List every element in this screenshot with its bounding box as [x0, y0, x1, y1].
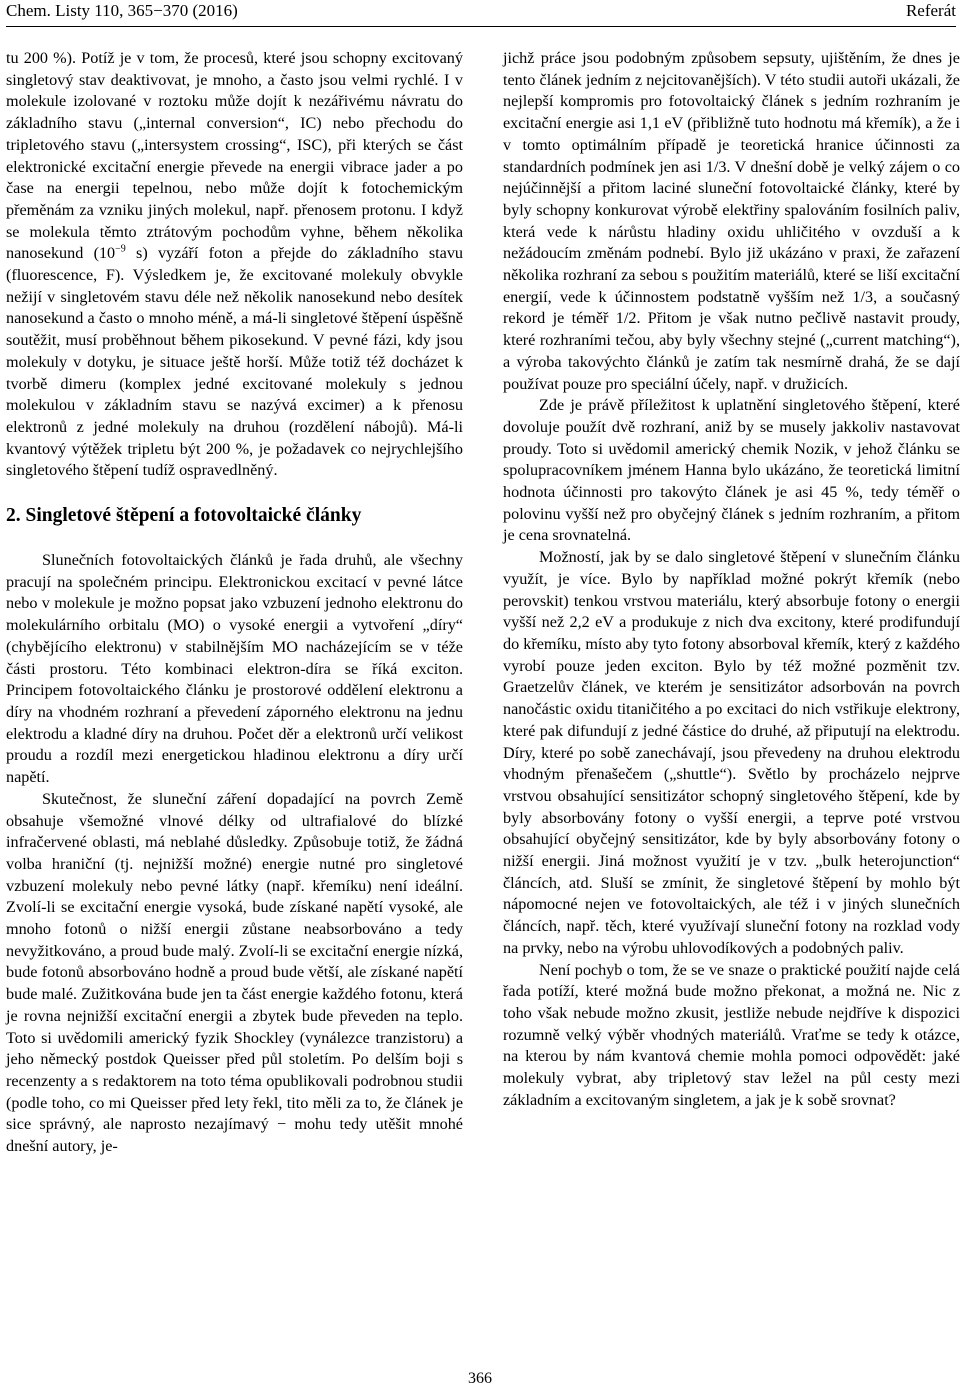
section-heading: 2. Singletové štěpení a fotovoltaické články [6, 505, 362, 527]
paragraph-applications: Možností, jak by se dalo singletové štěpení v slunečním článku využít, je více. Bylo by například možné pokrýt křemík (nebo perovskit) tenkou vrstvou materiálu, který absorbuje fotony o energii vyšší než 2,2 eV a produkuje z nich dva excitony, které prodifundují do křemíku, místo aby tyto fotony absorboval křemík, který z každého vyrobí pouze jeden exciton. Bylo by též možné pozměnit tzv. Graetzelův článek, ve kterém je sensitizátor adsorbován na povrch nanočástic oxidu titaničitého a po excitaci do nich vstřikuje elektrony, které pak difundují z jedné částice do druhé, až připutují na elektrodu. Díry, které po sobě zanechávají, jsou převedeny na druhou elektrodu vhodným přenašečem („shuttle“). Světlo by procházelo nejprve vrstvou obsahující sensitizátor schopný singletového štěpení, kde by byly absorbovány fotony o vyšší energii, a teprve poté vrstvou obsahující obyčejný sensitizátor, kde by byly absorbovány fotony o nižší energii. Jiná možnost využití je v tzv. „bulk heterojunction“ článcích, atd. Sluší se zmínit, že singletové štěpení by mohlo být nápomocné nejen ve fotovoltaických, ale též i v jiných slunečních článcích, např. těch, které využívají sluneční fotony na rozklad vody na prvky, nebo na výrobu uhlovodíkových a podobných paliv. [503, 548, 960, 957]
right-column [503, 48, 960, 1111]
exponent-base: (10 [93, 244, 116, 263]
paragraph-photovoltaic-principle: Slunečních fotovoltaických článků je řada druhů, ale všechny pracují na společném principu. Elektronickou excitací v pevné látce nebo v molekule je možno popsat jako vzbuzení jednoho elektronu do molekulárního orbitalu (MO) o vysoké energii a vytvoření „díry“ (chybějícího elektronu) v stabilnějším MO nacházejícím se v téže části prostoru. Této kombinaci elektron-díra se říká exciton. Principem fotovoltaického článku je prostorové oddělení elektronu a díry na vhodném rozhraní a převedení záporného elektronu na jednu elektrodu a kladné díry na druhou. Počet děr a elektronů určí velikost proudu a rozdíl mezi energetickou hladinou elektronu a díry určí napětí. [6, 551, 463, 787]
paragraph-excited-state-text: tu 200 %). Potíž je v tom, že procesů, které jsou schopny excitovaný singletový stav deaktivovat, je mnoho, a často jsou velmi rychlé. I v molekule izolované v roztoku může dojít k nezářivému návratu do základního stavu („internal conversion“, IC) nebo přechodu do tripletového stavu („intersystem crossing“, ISC), při kterých se část elektronické excitační energie převede na energii vibrace jader a po čase na energii tepelnou, nebo může dojít k fotochemickým přeměnám za vzniku jiných molekul, např. přenosem protonu. I když se molekula těmto ztrátovým pochodům vyhne, během několika nanosekund [6, 49, 463, 263]
paragraph-shockley-queisser: jichž práce jsou podobným způsobem sepsuty, ujištěním, že dnes je tento článek jedním z nejcitovanějších). V této studii autoři ukázali, že nejlepší kompromis pro fotovoltaický článek s jedním rozhraním je excitační energie asi 1,1 eV (přibližně tuto hodnotu má křemík), a že i v tomto optimálním případě je teoretická hranice účinnosti za standardních podmínek jen asi 1/3. V dnešní době je velký zájem o co nejúčinnější a přitom laciné sluneční fotovoltaické články, které by byly schopny konkurovat výrobě elektřiny spalováním fosilních paliv, která vede k nárůstu hladiny oxidu uhličitého v ovzduší a k nežádoucím změnám podnebí. Bylo již ukázáno v praxi, že zařazení několika rozhraní za sebou s použitím materiálů, které se liší excitační energií, vede k účinnostem podstatně vyšším než 1/3, a současný rekord je téměř 1/2. Přitom je však nutno pečlivě nastavit proudy, které rozhraními tečou, aby byly všechny stejné („current matching“), a výroba takovýchto článků je zatím tak nesmírně drahá, že se dají používat pouze pro speciální účely, např. v družicích. [503, 49, 960, 393]
left-column [6, 48, 463, 1158]
paragraph-conclusion: Není pochyb o tom, že se ve snaze o praktické použití najde celá řada potíží, které možná bude možno překonat, a možná ne. Nic z toho však nebude možno zkusit, jestliže nebude nejdříve k dispozici rozumně velký výběr vhodných materiálů. Vraťme se tedy k otázce, na kterou by nám kvantová chemie mohla pomoci odpovědět: jaké molekuly vybrat, aby tripletový stav ležel na půl cesty mezi základním a excitovaným singletem, a jak je k sobě srovnat? [503, 960, 960, 1109]
paragraph-nozik: Zde je právě příležitost k uplatnění singletového štěpení, které dovoluje použít dvě rozhraní, aniž by se musely jakkoliv nastavovat proudy. Toto si uvědomil americký chemik Nozik, v jehož článku se spolupracovníkem jménem Hanna bylo ukázáno, že teoretická limitní hodnota účinnosti pro takovýto článek je asi 45 %, tedy téměř o polovinu vyšší než pro obyčejný článek s jedním rozhraním, a přitom je cena srovnatelná. [503, 396, 960, 545]
section-label: Referát [905, 1, 956, 20]
journal-citation: Chem. Listy 110, 365−370 (2016) [6, 1, 238, 20]
exponent: −9 [115, 243, 126, 255]
paragraph-excited-state-rest: s) vyzáří foton a přejde do základního stavu (fluorescence, F). Výsledkem je, že excitované molekuly obvykle nežijí v singletovém stavu déle než několik nanosekund nebo desítek nanosekund a často o mnoho méně, a má-li singletové štěpení úspěšně soutěžit, musí proběhnout během pikosekund. V pevné fázi, kdy jsou molekuly v dotyku, je situace ještě horší. Může totiž též docházet k tvorbě dimeru (komplex jedné excitované molekuly s jednou molekulou v základním stavu se nazývá excimer) a k přenosu elektronů z jedné molekuly na druhou (rozdělení nábojů). Má-li kvantový výtěžek tripletu být 200 %, je požadavek co nejrychlejšího singletového štěpení tudíž ospravedlněný. [6, 244, 464, 480]
running-header [6, 0, 956, 27]
paragraph-excited-state [6, 48, 463, 482]
paragraph-solar-spectrum: Skutečnost, že sluneční záření dopadající na povrch Země obsahuje všemožné vlnové délky od ultrafialové do blízké infračervené oblasti, má neblahé důsledky. Způsobuje totiž, že žádná volba hraniční (tj. nejnižší možné) energie nutné pro singletové vzbuzení molekuly nebo pevné látky (např. křemíku) není ideální. Zvolí-li se excitační energie vysoká, bude získané napětí vysoké, ale mnoho fotonů o nižší energii zůstane neabsorbováno a tedy nevyžitkováno, a proud bude malý. Zvolí-li se excitační energie nízká, bude fotonů absorbováno hodně a proud bude větší, ale získané napětí bude malé. Zužitkována bude jen ta část energie každého fotonu, která je rovna nejnižší excitační energii a zbytek bude převeden na teplo. Toto si uvědomili americký fyzik Shockley (vynálezce tranzistoru) a jeho německý postdok Queisser před půl stoletím. Po delším boji s recenzenty a s redaktorem na toto téma opublikovali podrobnou studii (podle toho, co mi Queisser před lety řekl, tito měli za to, že článek je sice správný, ale naprosto nezajímavý − mohu tedy utěšit mnohé dnešní autory, je- [6, 789, 463, 1156]
page-number: 366 [468, 1370, 492, 1387]
